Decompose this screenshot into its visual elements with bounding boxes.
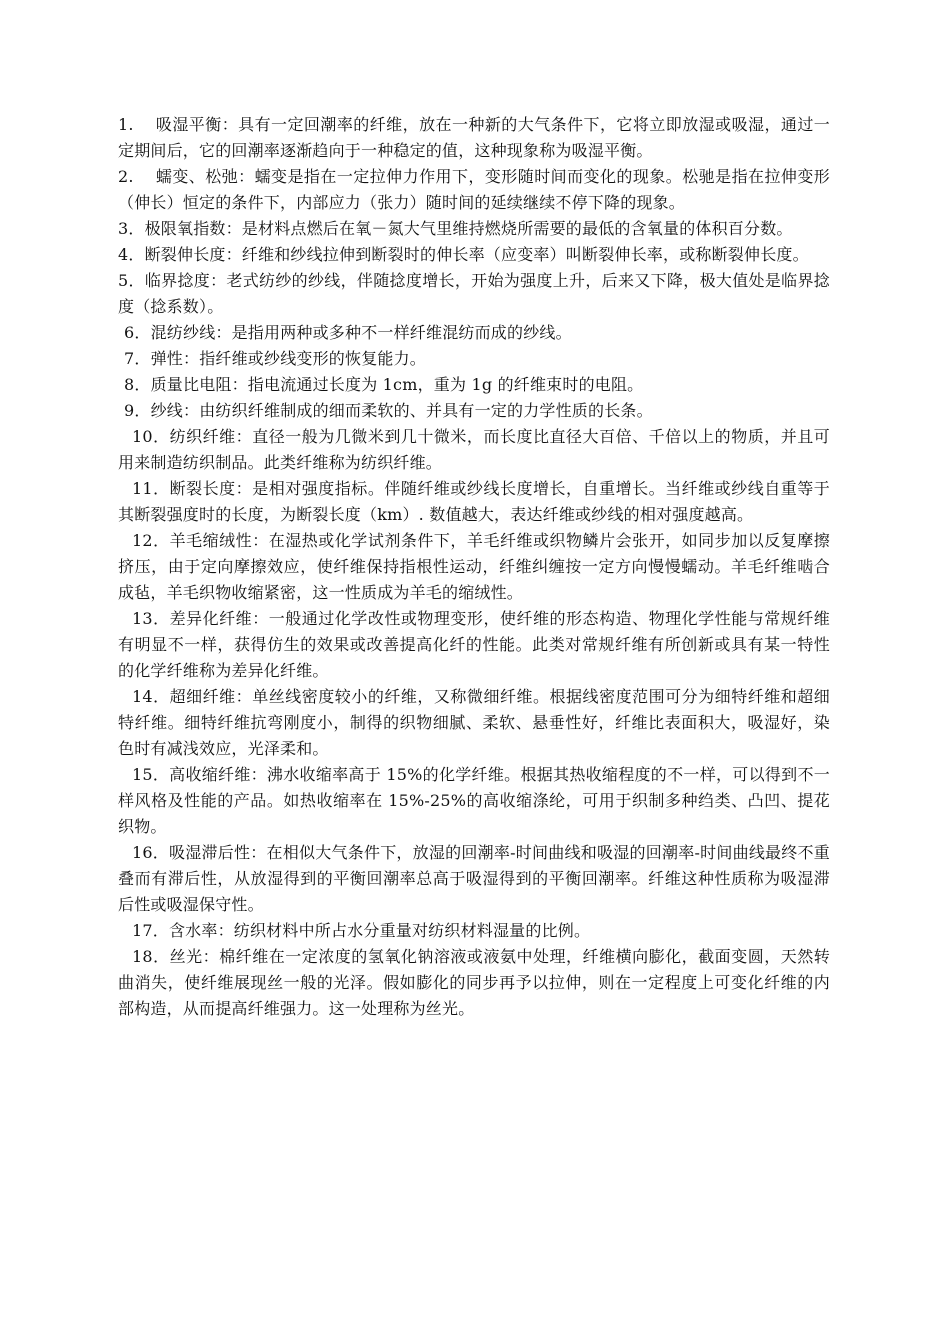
definition-entry bbox=[118, 424, 830, 476]
entry-text: 纱线：由纺织纤维制成的细而柔软的、并具有一定的力学性质的长条。 bbox=[150, 401, 653, 420]
entry-number: 5． bbox=[118, 271, 145, 290]
definition-entry bbox=[118, 528, 830, 606]
entry-number: 18． bbox=[132, 947, 170, 966]
entry-number: 14． bbox=[132, 687, 170, 706]
entry-text: 丝光：棉纤维在一定浓度的氢氧化钠溶液或液氨中处理，纤维横向膨化，截面变圆，天然转曲消失，使纤维展现丝一般的光泽。假如膨化的同步再予以拉伸，则在一定程度上可变化纤维的内部构造，从而提高纤维强力。这一处理称为丝光。 bbox=[118, 947, 830, 1018]
entry-text: 极限氧指数：是材料点燃后在氧－氮大气里维持燃烧所需要的最低的含氧量的体积百分数。 bbox=[144, 219, 793, 238]
definition-entry bbox=[118, 346, 830, 372]
entry-number: 12． bbox=[132, 531, 170, 550]
definition-entry bbox=[118, 216, 830, 242]
entry-text: 超细纤维：单丝线密度较小的纤维，又称微细纤维。根据线密度范围可分为细特纤维和超细特纤维。细特纤维抗弯刚度小，制得的织物细腻、柔软、悬垂性好，纤维比表面积大，吸湿好，染色时有减浅效应，光泽柔和。 bbox=[118, 687, 830, 758]
definition-entry bbox=[118, 918, 830, 944]
definition-entry bbox=[118, 164, 830, 216]
entry-text: 差异化纤维：一般通过化学改性或物理变形，使纤维的形态构造、物理化学性能与常规纤维有明显不一样，获得仿生的效果或改善提高化纤的性能。此类对常规纤维有所创新或具有某一特性的化学纤维称为差异化纤维。 bbox=[118, 609, 830, 680]
entry-text: 含水率：纺织材料中所占水分重量对纺织材料湿量的比例。 bbox=[168, 921, 591, 940]
entry-text: 蠕变、松弛：蠕变是指在一定拉伸力作用下，变形随时间而变化的现象。松驰是指在拉伸变形（伸长）恒定的条件下，内部应力（张力）随时间的延续继续不停下降的现象。 bbox=[118, 167, 831, 212]
definition-entry bbox=[118, 944, 830, 1022]
entry-text: 吸湿平衡：具有一定回潮率的纤维，放在一种新的大气条件下，它将立即放湿或吸湿，通过一定期间后，它的回潮率逐渐趋向于一种稳定的值，这种现象称为吸湿平衡。 bbox=[118, 115, 831, 160]
entry-number: 3． bbox=[118, 219, 145, 238]
entry-text: 混纺纱线：是指用两种或多种不一样纤维混纺而成的纱线。 bbox=[150, 323, 572, 342]
entry-number: 8． bbox=[124, 375, 151, 394]
entry-number: 17． bbox=[132, 921, 169, 940]
entry-text: 纺织纤维：直径一般为几微米到几十微米，而长度比直径大百倍、千倍以上的物质，并且可用来制造纺织制品。此类纤维称为纺织纤维。 bbox=[118, 427, 830, 472]
entry-text: 羊毛缩绒性：在湿热或化学试剂条件下，羊毛纤维或织物鳞片会张开，如同步加以反复摩擦挤压，由于定向摩擦效应，使纤维保持指根性运动，纤维纠缠按一定方向慢慢蠕动。羊毛纤维啮合成毡，羊毛织物收缩紧密，这一性质成为羊毛的缩绒性。 bbox=[118, 531, 830, 602]
entry-number: 15． bbox=[132, 765, 170, 784]
definition-entry bbox=[118, 476, 830, 528]
entry-number: 9． bbox=[124, 401, 151, 420]
definition-entry bbox=[118, 606, 830, 684]
definition-entry bbox=[118, 268, 830, 320]
definition-entry bbox=[118, 840, 830, 918]
entry-text: 吸湿滞后性：在相似大气条件下，放湿的回潮率-时间曲线和吸湿的回潮率-时间曲线最终不重叠而有滞后性，从放湿得到的平衡回潮率总高于吸湿得到的平衡回潮率。纤维这种性质称为吸湿滞后性或吸湿保守性。 bbox=[118, 843, 830, 914]
entry-number: 2. bbox=[118, 167, 156, 186]
entry-text: 临界捻度：老式纺纱的纱线，伴随捻度增长，开始为强度上升，后来又下降，极大值处是临界捻度（捻系数）。 bbox=[118, 271, 830, 316]
definition-entry bbox=[118, 112, 830, 164]
definition-entry bbox=[118, 242, 830, 268]
entry-number: 13． bbox=[132, 609, 170, 628]
entry-number: 6． bbox=[124, 323, 151, 342]
entry-text: 断裂伸长度：纤维和纱线拉伸到断裂时的伸长率（应变率）叫断裂伸长率，或称断裂伸长度。 bbox=[144, 245, 809, 264]
document-page bbox=[118, 112, 830, 1022]
entry-text: 高收缩纤维：沸水收缩率高于 15%的化学纤维。根据其热收缩程度的不一样，可以得到不一样风格及性能的产品。如热收缩率在 15%-25%的高收缩涤纶，可用于织制多种绉类、凸凹、提花织物。 bbox=[118, 765, 830, 836]
definition-entry bbox=[118, 320, 830, 346]
entry-number: 1. bbox=[118, 115, 156, 134]
definition-entry bbox=[118, 684, 830, 762]
entry-number: 7． bbox=[124, 349, 151, 368]
entry-text: 断裂长度：是相对强度指标。伴随纤维或纱线长度增长，自重增长。当纤维或纱线自重等于其断裂强度时的长度，为断裂长度（km）. 数值越大，表达纤维或纱线的相对强度越高。 bbox=[118, 479, 830, 524]
entry-number: 4． bbox=[118, 245, 145, 264]
entry-text: 质量比电阻：指电流通过长度为 1cm，重为 1g 的纤维束时的电阻。 bbox=[150, 375, 644, 394]
entry-number: 11． bbox=[132, 479, 170, 498]
definition-entry bbox=[118, 398, 830, 424]
definition-entry bbox=[118, 372, 830, 398]
entry-number: 10． bbox=[132, 427, 170, 446]
definition-entry bbox=[118, 762, 830, 840]
entry-text: 弹性：指纤维或纱线变形的恢复能力。 bbox=[150, 349, 426, 368]
entry-number: 16． bbox=[132, 843, 170, 862]
